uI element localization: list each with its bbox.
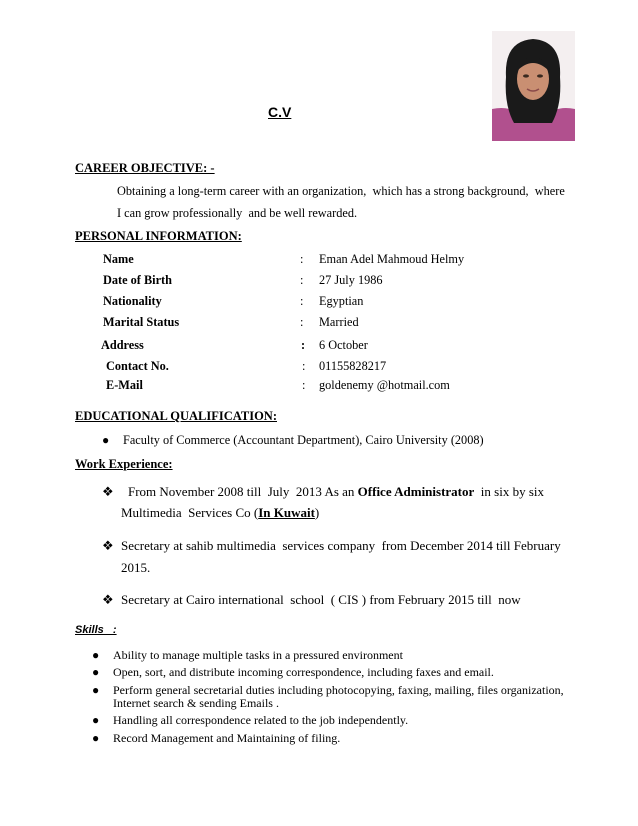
cv-title: C.V [268,104,292,120]
info-value: Married [319,315,359,329]
personal-information-heading: PERSONAL INFORMATION: [75,229,242,243]
info-separator: : [300,273,304,287]
info-label: Date of Birth [103,273,172,287]
work-item-2-line-2: 2015. [121,560,151,575]
info-row-name [0,252,638,268]
bullet-icon: ● [92,731,100,745]
work-text: Multimedia Services Co ( [121,505,259,520]
bullet-icon: ● [92,683,100,697]
education-heading: EDUCATIONAL QUALIFICATION: [75,409,277,423]
career-objective-heading: CAREER OBJECTIVE: - [75,161,215,175]
bullet-icon: ● [92,648,100,662]
info-separator: : [302,378,306,392]
education-item: Faculty of Commerce (Accountant Department), Cairo University (2008) [123,433,484,447]
diamond-bullet-icon: ❖ [102,538,114,553]
skill-item: Handling all correspondence related to the job independently. [113,713,409,727]
info-label: Name [103,252,134,266]
info-value: Eman Adel Mahmoud Helmy [319,252,465,266]
info-separator: : [300,315,304,329]
info-separator: : [302,359,306,373]
work-item-2-line-1: Secretary at sahib multimedia services company from December 2014 till February [121,538,561,553]
work-position: Office Administrator [357,484,475,499]
info-row-marital-status [0,315,638,331]
info-label: Address [101,338,144,352]
info-row-contact [0,359,638,375]
career-objective-line-2: I can grow professionally and be well rewarded. [117,206,358,220]
bullet-icon: ● [92,665,100,679]
info-row-nationality [0,294,638,310]
bullet-icon: ● [92,713,100,727]
info-row-dob [0,273,638,289]
info-separator: : [300,252,304,266]
info-value: goldenemy @hotmail.com [319,378,450,392]
bullet-icon: ● [102,433,110,447]
work-text: in six by six [474,484,545,499]
career-objective-line-1: Obtaining a long-term career with an organization, which has a strong background, where [117,184,565,198]
info-row-address [0,338,638,354]
info-label: E-Mail [106,378,143,392]
work-item-1-line-1 [128,484,544,500]
info-label: Nationality [103,294,162,308]
info-value: 6 October [319,338,368,352]
info-row-email [0,378,638,394]
work-item-3: Secretary at Cairo international school ( CIS ) from February 2015 till now [121,592,521,607]
skill-item-continuation: Internet search & sending Emails . [113,696,279,710]
profile-photo [492,31,575,141]
work-experience-heading: Work Experience: [75,457,173,471]
work-text: From November 2008 till July 2013 As an [128,484,358,499]
skill-item: Record Management and Maintaining of filing. [113,731,341,745]
info-separator: : [301,338,306,352]
info-separator: : [300,294,304,308]
info-value: 27 July 1986 [319,273,383,287]
skill-item: Ability to manage multiple tasks in a pressured environment [113,648,403,662]
info-label: Contact No. [106,359,169,373]
skills-heading: Skills : [75,624,117,636]
info-value: Egyptian [319,294,364,308]
work-item-1-line-2 [121,505,319,521]
diamond-bullet-icon: ❖ [102,592,114,607]
work-text: ) [314,505,320,520]
work-location: In Kuwait [258,505,315,520]
skill-item: Perform general secretarial duties including photocopying, faxing, mailing, files organization, [113,683,564,697]
skill-item: Open, sort, and distribute incoming correspondence, including faxes and email. [113,665,494,679]
info-label: Marital Status [103,315,180,329]
info-value: 01155828217 [319,359,387,373]
diamond-bullet-icon: ❖ [102,484,114,499]
